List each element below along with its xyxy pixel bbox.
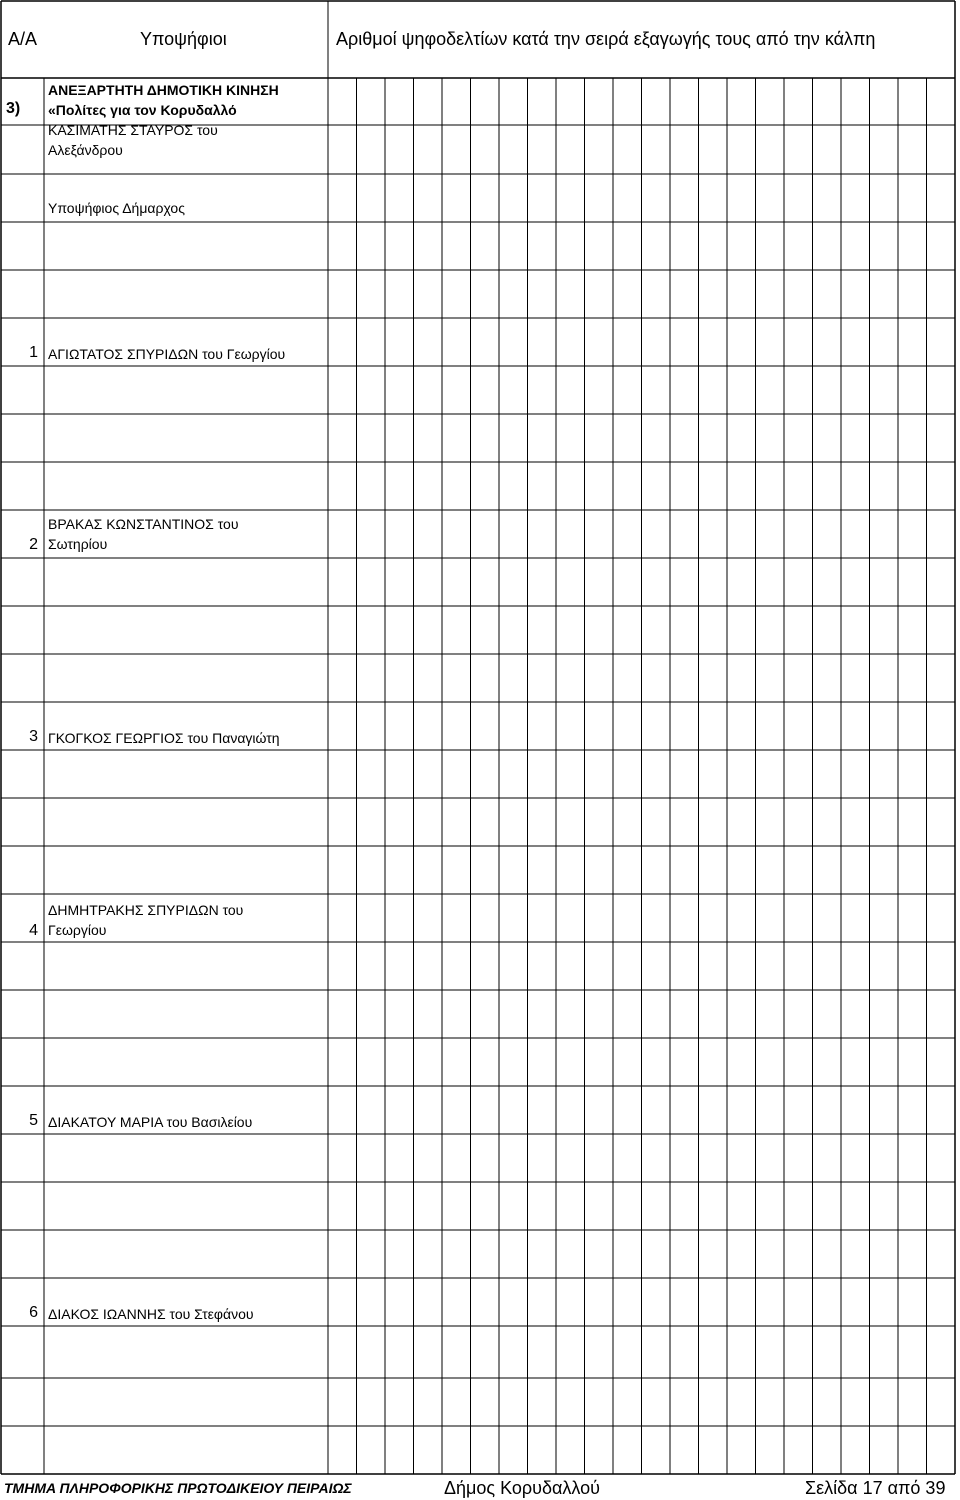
candidate-name — [48, 728, 328, 748]
candidate-name-line1: ΔΙΑΚΟΣ ΙΩΑΝΝΗΣ του Στεφάνου — [48, 1306, 254, 1322]
party-name-line2: «Πολίτες για τον Κορυδαλλό — [48, 102, 237, 118]
candidate-number: 5 — [29, 1112, 38, 1129]
candidate-name-line1: ΔΙΑΚΑΤΟΥ ΜΑΡΙΑ του Βασιλείου — [48, 1114, 253, 1130]
candidate-number: 3 — [29, 728, 38, 745]
footer-municipality: Δήμος Κορυδαλλού — [444, 1477, 600, 1498]
candidate-number: 6 — [29, 1304, 38, 1321]
party-name-line1: ΑΝΕΞΑΡΤΗΤΗ ΔΗΜΟΤΙΚΗ ΚΙΝΗΣΗ — [48, 82, 279, 98]
candidate-name — [48, 344, 328, 364]
party-block — [48, 80, 328, 160]
candidate-number: 1 — [29, 344, 38, 361]
candidate-name — [48, 514, 328, 554]
candidate-name — [48, 1304, 328, 1324]
header-aa: Α/Α — [8, 28, 38, 49]
leader-role: Υποψήφιος Δήμαρχος — [48, 200, 185, 216]
candidate-name-line1: ΑΓΙΩΤΑΤΟΣ ΣΠΥΡΙΔΩΝ του Γεωργίου — [48, 346, 286, 362]
leader-name-line1: ΚΑΣΙΜΑΤΗΣ ΣΤΑΥΡΟΣ του — [48, 122, 218, 138]
candidate-name — [48, 900, 328, 940]
candidate-name-line1: ΔΗΜΗΤΡΑΚΗΣ ΣΠΥΡΙΔΩΝ του — [48, 902, 244, 918]
candidate-name-line1: ΓΚΟΓΚΟΣ ΓΕΩΡΓΙΟΣ του Παναγιώτη — [48, 730, 280, 746]
party-number: 3) — [6, 100, 21, 117]
footer-page-number: Σελίδα 17 από 39 — [805, 1477, 946, 1498]
header-candidates: Υποψήφιοι — [140, 28, 227, 49]
leader-name-line2: Αλεξάνδρου — [48, 142, 123, 158]
header-ballot-numbers: Αριθμοί ψηφοδελτίων κατά την σειρά εξαγωγής τους από την κάλπη — [336, 28, 876, 49]
candidate-name-line2: Γεωργίου — [48, 922, 107, 938]
candidate-number: 2 — [29, 536, 38, 553]
candidate-name — [48, 1112, 328, 1132]
candidate-number: 4 — [29, 922, 38, 939]
candidate-name-line2: Σωτηρίου — [48, 536, 108, 552]
footer-department: ΤΜΗΜΑ ΠΛΗΡΟΦΟΡΙΚΗΣ ΠΡΩΤΟΔΙΚΕΙΟΥ ΠΕΙΡΑΙΩΣ — [4, 1480, 352, 1496]
candidate-name-line1: ΒΡΑΚΑΣ ΚΩΝΣΤΑΝΤΙΝΟΣ του — [48, 516, 239, 532]
